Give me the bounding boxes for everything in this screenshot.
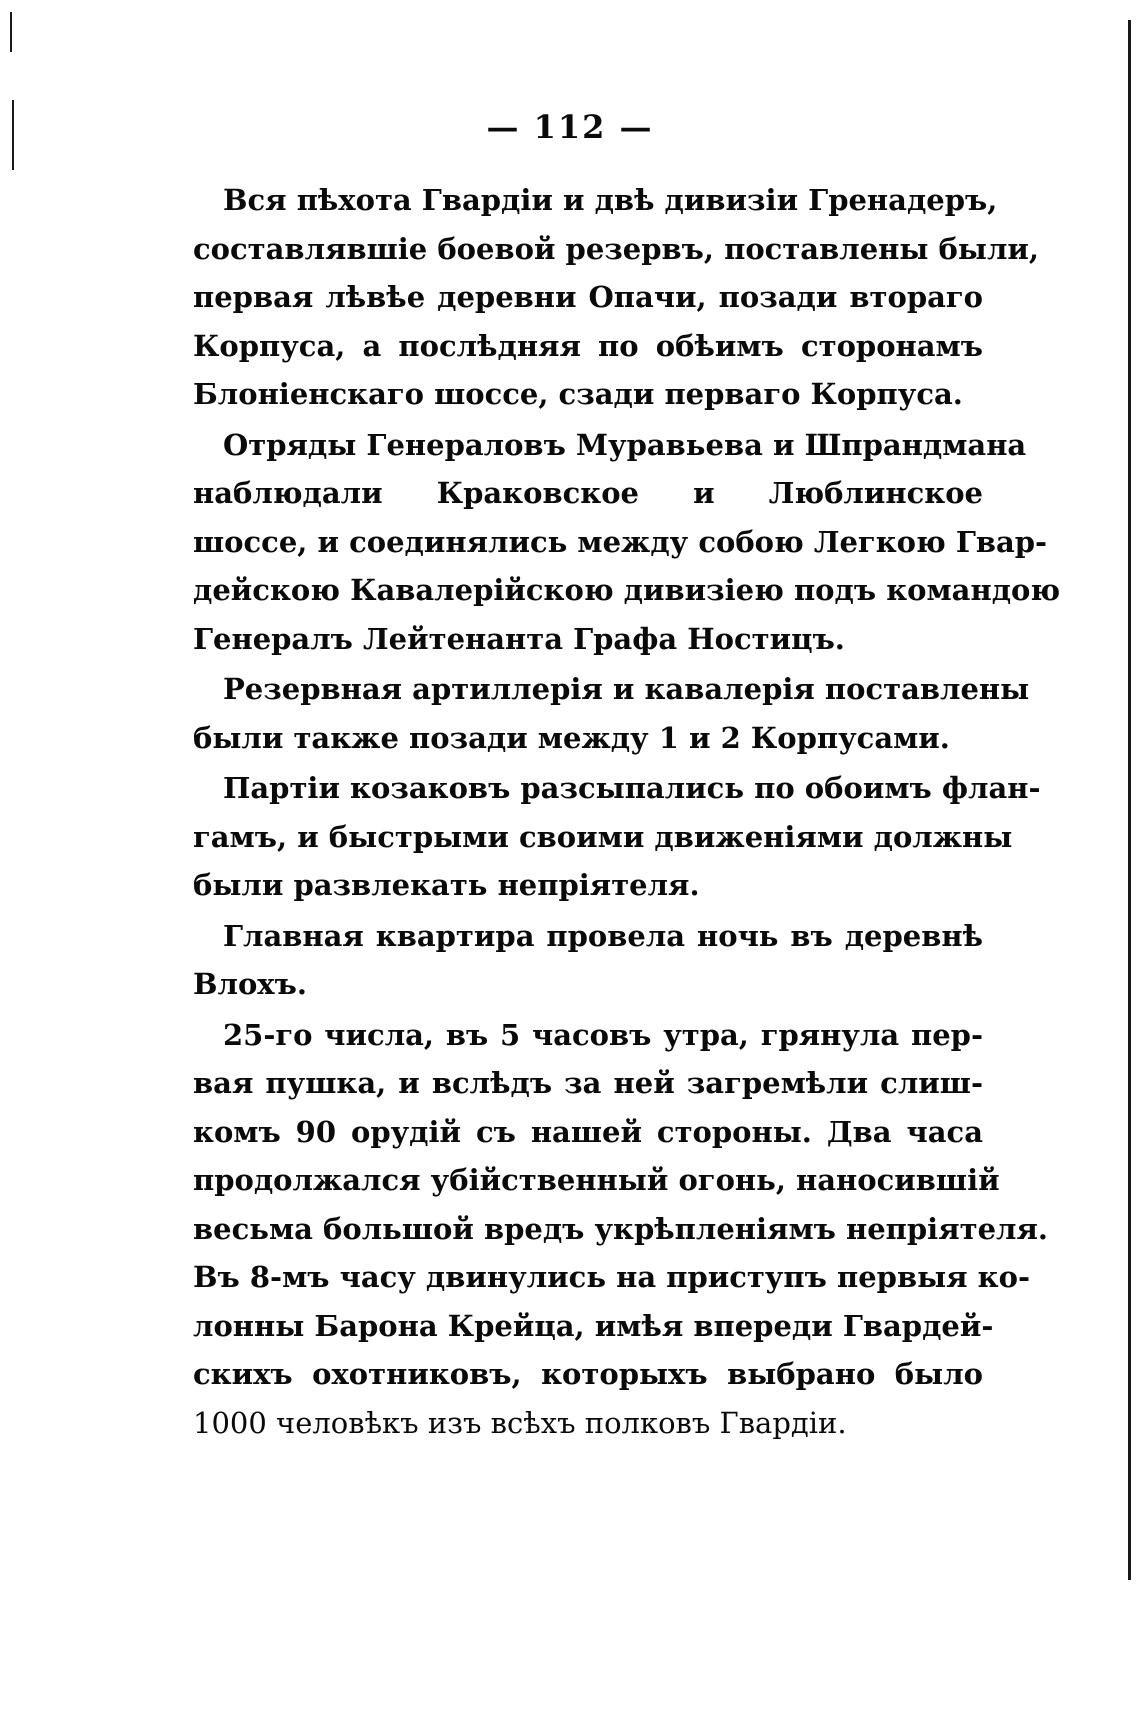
text-line: 1000 человѣкъ изъ всѣхъ полковъ Гвардіи. [193,1405,847,1440]
paragraph [193,764,1041,910]
text-line: Блоніенскаго шоссе, сзади перваго Корпуса. [193,377,963,411]
text-line: Партіи козаковъ разсыпались по обоимъ флан- [223,771,1041,805]
text-line: Въ 8-мъ часу двинулись на приступъ первыя ко- [193,1260,1031,1294]
text-line: были развлекать непріятеля. [193,868,700,902]
paragraph [193,176,1039,419]
text-line: 25-го числа, въ 5 часовъ утра, грянула пер- [223,1017,983,1052]
text-line: Корпуса, а послѣдняя по обѣимъ сторонамъ [193,328,983,363]
text-line: были также позади между 1 и 2 Корпусами. [193,720,950,755]
text-line: комъ 90 орудій съ нашей стороны. Два часа [193,1114,983,1149]
text-line: Резервная артиллерія и кавалерія поставлены [223,672,1030,706]
text-line: весьма большой вредъ укрѣпленіямъ непріятеля. [193,1211,1049,1246]
paragraph [193,912,983,1009]
paragraph [193,421,1061,664]
scan-edge-mark [10,12,12,52]
text-line: Отряды Генераловъ Муравьева и Шпрандмана [223,427,1027,462]
paragraph [193,1011,1049,1448]
paragraph [193,665,1030,762]
page-number: — 112 — [486,108,654,146]
text-line: лонны Барона Крейца, имѣя впереди Гвардей- [193,1308,994,1343]
text-line: продолжался убійственный огонь, наносившій [193,1163,1000,1197]
text-line: первая лѣвѣе деревни Опачи, позади втораго [193,280,983,314]
text-line: составлявшіе боевой резервъ, поставлены были, [193,231,1039,266]
text-line: вая пушка, и вслѣдъ за ней загремѣли слиш- [193,1066,983,1100]
text-line: наблюдали Краковское и Люблинское [193,476,983,510]
text-line: Генералъ Лейтенанта Графа Ностицъ. [193,621,845,656]
body-text [193,176,1061,1447]
text-line: Главная квартира провела ночь въ деревнѣ [223,918,983,953]
text-line: гамъ, и быстрыми своими движеніями должны [193,819,1013,854]
scan-edge-mark [1128,20,1131,1580]
text-line: дейскою Кавалерійскою дивизіею подъ командою [193,573,1061,607]
text-line: Вся пѣхота Гвардіи и двѣ дивизіи Гренадеръ, [223,183,998,217]
scan-edge-mark [12,100,14,170]
text-line: Влохъ. [193,967,307,1001]
text-line: скихъ охотниковъ, которыхъ выбрано было [193,1357,983,1391]
text-line: шоссе, и соединялись между собою Легкою Гвар- [193,524,1048,559]
